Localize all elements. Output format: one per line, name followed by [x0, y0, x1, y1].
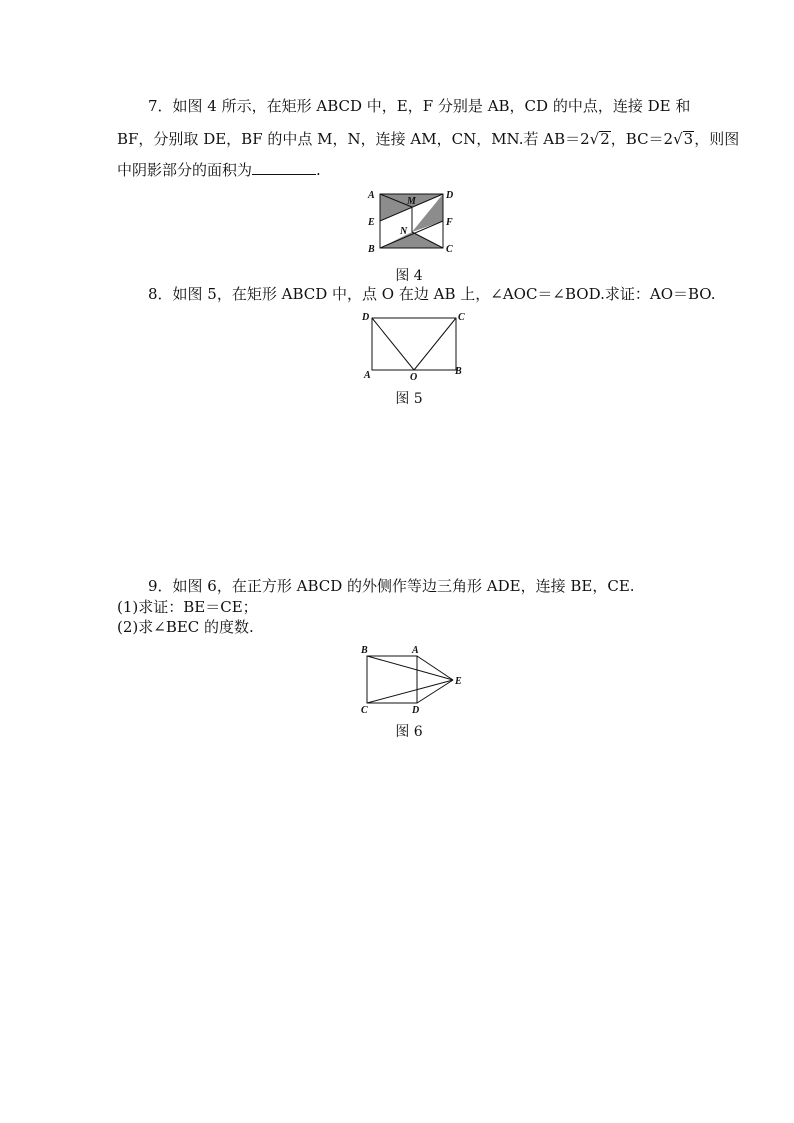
fig5-label-D: D: [362, 312, 370, 323]
fig4-label-F: F: [446, 217, 453, 228]
answer-blank[interactable]: [252, 160, 316, 175]
fig4-label-E: E: [368, 217, 375, 228]
fig6-caption: 图 6: [395, 724, 423, 740]
fig6-line-CE: [367, 680, 453, 703]
fig6-line-AE: [417, 656, 453, 680]
figure-4: [362, 188, 462, 258]
q7-tail: ，则图: [694, 130, 740, 148]
fig4-label-C: C: [446, 244, 453, 255]
fig4-caption: 图 4: [395, 268, 423, 284]
fig5-label-A: A: [364, 370, 371, 381]
fig4-label-N: N: [400, 226, 408, 237]
q9-part1: (1)求证：BE＝CE；: [117, 598, 258, 616]
fig6-label-A: A: [412, 645, 419, 656]
q9-part2: (2)求∠BEC 的度数.: [117, 618, 254, 636]
fig5-line-CO: [414, 318, 456, 370]
q8-text: 8．如图 5，在矩形 ABCD 中，点 O 在边 AB 上，∠AOC＝∠BOD.求证：AO＝BO.: [148, 285, 716, 303]
q7-line3: [117, 160, 321, 180]
fig5-label-O: O: [410, 372, 418, 383]
sqrt-symbol: √: [673, 130, 683, 148]
fig4-label-B: B: [368, 244, 375, 255]
sqrt-symbol: √: [589, 130, 600, 148]
fig5-label-B: B: [455, 366, 462, 377]
q9-text: 9．如图 6，在正方形 ABCD 的外侧作等边三角形 ADE，连接 BE，CE.: [148, 577, 635, 595]
fig4-label-M: M: [407, 196, 416, 207]
q7-sqrt-a: 2: [600, 130, 610, 148]
fig4-label-A: A: [368, 190, 375, 201]
q7-line3-end: .: [316, 161, 321, 179]
fig6-line-DE: [417, 680, 453, 703]
q7-line1: 7．如图 4 所示，在矩形 ABCD 中，E，F 分别是 AB，CD 的中点，连接 DE 和: [148, 97, 691, 115]
q7-sqrt-b: 3: [683, 130, 694, 148]
fig5-label-C: C: [458, 312, 465, 323]
fig6-label-B: B: [361, 645, 368, 656]
fig6-label-C: C: [361, 705, 368, 716]
fig6-label-D: D: [412, 705, 420, 716]
fig5-line-DO: [372, 318, 414, 370]
q7-line2-text: BF，分别取 DE，BF 的中点 M，N，连接 AM，CN，MN.若 AB＝2: [117, 130, 590, 148]
fig6-label-E: E: [455, 676, 462, 687]
figure-5: [358, 310, 470, 383]
fig4-label-D: D: [446, 190, 454, 201]
q7-line2: [117, 129, 739, 149]
fig6-line-BE: [367, 656, 453, 680]
q7-mid: ，BC＝2: [610, 130, 674, 148]
fig5-caption: 图 5: [395, 391, 423, 407]
fig5-rectangle: [372, 318, 456, 370]
figure-6: [356, 642, 468, 717]
q7-line3-text: 中阴影部分的面积为: [117, 161, 253, 179]
